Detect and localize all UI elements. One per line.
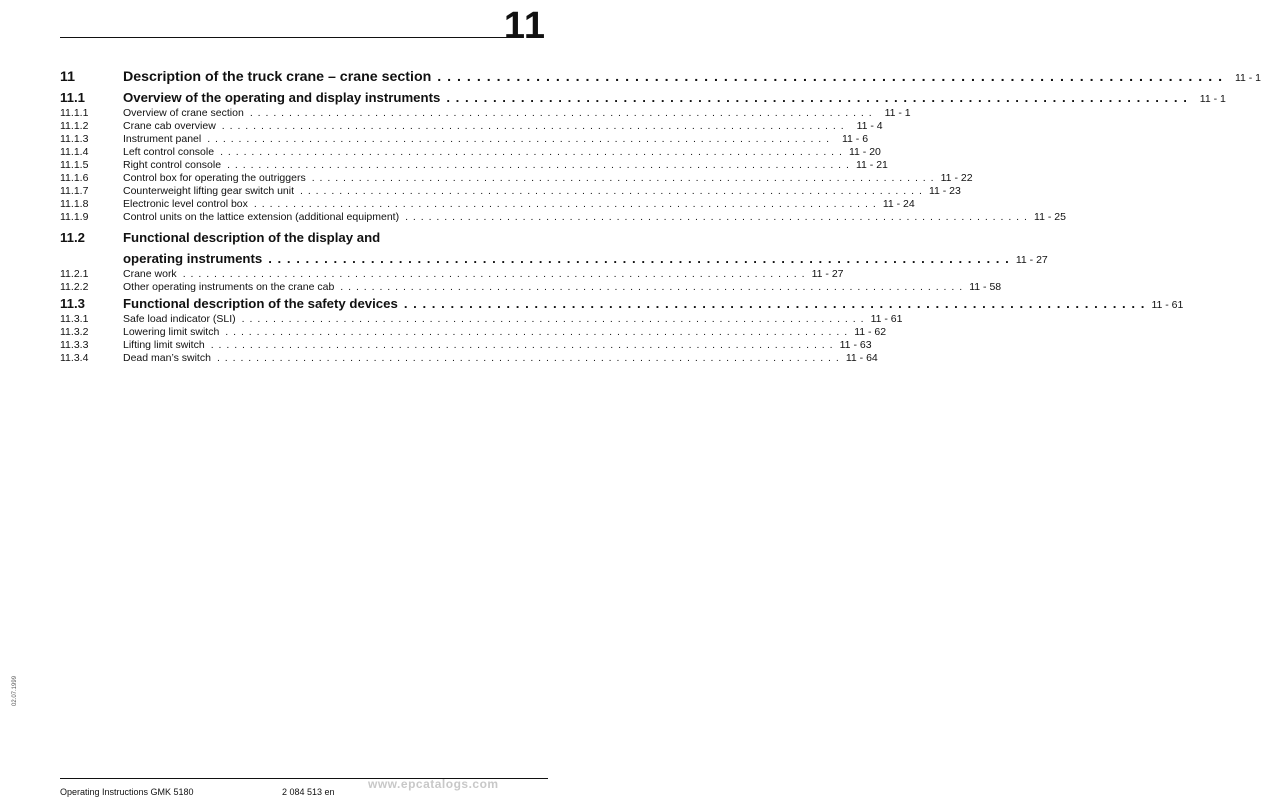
toc-leader-dots: . . . . . . . . . . . . . . . . . . . . . . . . . . . . . . . . . . . . . . . . . . . . . . . . . . . . . . . . . . . . . . . . . . . . . . . . . . . . . . . .: [253, 198, 877, 210]
toc-subsection-row[interactable]: [60, 133, 869, 146]
footer-document-number: 2 084 513 en: [282, 787, 335, 797]
toc-page: 11 - 58: [969, 281, 1002, 293]
toc-subsection-row[interactable]: [60, 339, 872, 352]
toc-number: 11.3.3: [60, 339, 89, 351]
toc-leader-dots: . . . . . . . . . . . . . . . . . . . . . . . . . . . . . . . . . . . . . . . . . . . . . . . . . . . . . . . . . . . . . . . . . . . . . . . . . . . . . . . .: [405, 211, 1028, 223]
toc-number: 11: [60, 69, 75, 85]
toc-number: 11.3: [60, 296, 85, 311]
toc-title: operating instruments: [123, 251, 263, 266]
toc-subsection-row[interactable]: [60, 198, 915, 211]
toc-page: 11 - 1: [884, 107, 911, 119]
toc-title: Right control console: [123, 159, 222, 171]
toc-page: 11 - 21: [855, 159, 888, 171]
toc-number: 11.1.9: [60, 211, 89, 223]
toc-leader-dots: . . . . . . . . . . . . . . . . . . . . . . . . . . . . . . . . . . . . . . . . . . . . . . . . . . . . . . . . . . . . . . . . . . . . . . . . . . . . . . . .: [437, 69, 1224, 85]
toc-leader-dots: . . . . . . . . . . . . . . . . . . . . . . . . . . . . . . . . . . . . . . . . . . . . . . . . . . . . . . . . . . . . . . . . . . . . . . . . . . . . . . . .: [268, 251, 1010, 266]
toc-chapter-row[interactable]: [60, 69, 1261, 90]
toc-number: 11.3.2: [60, 326, 89, 338]
toc-subsection-row[interactable]: [60, 185, 961, 198]
toc-leader-dots: . . . . . . . . . . . . . . . . . . . . . . . . . . . . . . . . . . . . . . . . . . . . . . . . . . . . . . . . . . . . . . . . . . . . . . . . . . . . . . . .: [446, 90, 1188, 105]
watermark: www.epcatalogs.com: [368, 777, 499, 791]
toc-subsection-row[interactable]: [60, 159, 888, 172]
toc-title: Other operating instruments on the crane cab: [123, 281, 335, 293]
toc-number: 11.1.8: [60, 198, 89, 210]
toc-page: 11 - 63: [839, 339, 872, 351]
toc-number: 11.1.3: [60, 133, 89, 145]
toc-leader-dots: . . . . . . . . . . . . . . . . . . . . . . . . . . . . . . . . . . . . . . . . . . . . . . . . . . . . . . . . . . . . . . . . . . . . . . . . . . . . . . . .: [249, 107, 873, 119]
toc-leader-dots: . . . . . . . . . . . . . . . . . . . . . . . . . . . . . . . . . . . . . . . . . . . . . . . . . . . . . . . . . . . . . . . . . . . . . . . . . . . . . . . .: [225, 326, 849, 338]
toc-page: 11 - 27: [1015, 254, 1048, 266]
toc-leader-dots: . . . . . . . . . . . . . . . . . . . . . . . . . . . . . . . . . . . . . . . . . . . . . . . . . . . . . . . . . . . . . . . . . . . . . . . . . . . . . . . .: [182, 268, 806, 280]
toc-page: 11 - 20: [848, 146, 881, 158]
toc-section-row-continued[interactable]: [60, 251, 1048, 268]
toc-subsection-row[interactable]: [60, 313, 903, 326]
toc-title: Left control console: [123, 146, 215, 158]
toc-title: Electronic level control box: [123, 198, 248, 210]
toc-subsection-row[interactable]: [60, 146, 881, 159]
toc-number: 11.1.4: [60, 146, 89, 158]
toc-title: Lifting limit switch: [123, 339, 205, 351]
toc-section-row[interactable]: [60, 296, 1184, 313]
toc-title: Control units on the lattice extension (additional equipment): [123, 211, 400, 223]
toc-title: Overview of crane section: [123, 107, 244, 119]
toc-leader-dots: . . . . . . . . . . . . . . . . . . . . . . . . . . . . . . . . . . . . . . . . . . . . . . . . . . . . . . . . . . . . . . . . . . . . . . . . . . . . . . . .: [216, 352, 840, 364]
toc-leader-dots: . . . . . . . . . . . . . . . . . . . . . . . . . . . . . . . . . . . . . . . . . . . . . . . . . . . . . . . . . . . . . . . . . . . . . . . . . . . . . . . .: [311, 172, 935, 184]
toc-number: 11.2: [60, 230, 85, 245]
toc-title: Description of the truck crane – crane section: [123, 69, 432, 85]
toc-leader-dots: . . . . . . . . . . . . . . . . . . . . . . . . . . . . . . . . . . . . . . . . . . . . . . . . . . . . . . . . . . . . . . . . . . . . . . . . . . . . . . . .: [227, 159, 850, 171]
toc-page: 11 - 62: [854, 326, 887, 338]
side-date-stamp: 02.07.1999: [12, 675, 18, 706]
toc-page: 11 - 25: [1034, 211, 1066, 223]
toc-page: 11 - 61: [1151, 299, 1184, 311]
toc-title: Lowering limit switch: [123, 326, 220, 338]
toc-title: Dead man’s switch: [123, 352, 211, 364]
toc-leader-dots: . . . . . . . . . . . . . . . . . . . . . . . . . . . . . . . . . . . . . . . . . . . . . . . . . . . . . . . . . . . . . . . . . . . . . . . . . . . . . . . .: [241, 313, 865, 325]
toc-title: Functional description of the safety devices: [123, 296, 398, 311]
toc-leader-dots: . . . . . . . . . . . . . . . . . . . . . . . . . . . . . . . . . . . . . . . . . . . . . . . . . . . . . . . . . . . . . . . . . . . . . . . . . . . . . . . .: [210, 339, 834, 351]
toc-subsection-row[interactable]: [60, 281, 1002, 294]
toc-number: 11.1.7: [60, 185, 89, 197]
toc-subsection-row[interactable]: [60, 172, 973, 185]
chapter-header-rule: [60, 37, 508, 38]
toc-page: 11 - 1: [1234, 72, 1261, 84]
table-of-contents: [60, 69, 1261, 365]
toc-title: Overview of the operating and display instruments: [123, 90, 441, 105]
toc-title: Crane cab overview: [123, 120, 216, 132]
toc-page: 11 - 64: [845, 352, 878, 364]
toc-page: 11 - 27: [811, 268, 844, 280]
toc-number: 11.1.1: [60, 107, 89, 119]
toc-leader-dots: . . . . . . . . . . . . . . . . . . . . . . . . . . . . . . . . . . . . . . . . . . . . . . . . . . . . . . . . . . . . . . . . . . . . . . . . . . . . . . . .: [403, 296, 1146, 311]
footer-document-title: Operating Instructions GMK 5180: [60, 787, 194, 797]
toc-title: Functional description of the display and: [123, 230, 381, 245]
toc-page: 11 - 1: [1199, 93, 1226, 105]
toc-number: 11.3.1: [60, 313, 89, 325]
toc-page: 11 - 24: [882, 198, 915, 210]
chapter-number: 11: [503, 5, 546, 47]
toc-page: 11 - 23: [928, 185, 961, 197]
toc-subsection-row[interactable]: [60, 120, 883, 133]
toc-number: 11.1.2: [60, 120, 89, 132]
toc-page: 11 - 6: [841, 133, 869, 145]
toc-page: 11 - 61: [870, 313, 903, 325]
toc-subsection-row[interactable]: [60, 326, 887, 339]
toc-title: Safe load indicator (SLI): [123, 313, 236, 325]
toc-number: 11.1.5: [60, 159, 89, 171]
toc-number: 11.1.6: [60, 172, 89, 184]
toc-leader-dots: . . . . . . . . . . . . . . . . . . . . . . . . . . . . . . . . . . . . . . . . . . . . . . . . . . . . . . . . . . . . . . . . . . . . . . . . . . . . . . . .: [220, 146, 843, 158]
toc-page: 11 - 4: [856, 120, 883, 132]
toc-number: 11.1: [60, 90, 85, 105]
toc-subsection-row[interactable]: [60, 107, 911, 120]
toc-leader-dots: . . . . . . . . . . . . . . . . . . . . . . . . . . . . . . . . . . . . . . . . . . . . . . . . . . . . . . . . . . . . . . . . . . . . . . . . . . . . . . . .: [300, 185, 923, 197]
toc-number: 11.2.1: [60, 268, 89, 280]
toc-page: 11 - 22: [940, 172, 973, 184]
toc-title: Instrument panel: [123, 133, 202, 145]
toc-subsection-row[interactable]: [60, 268, 844, 281]
toc-leader-dots: . . . . . . . . . . . . . . . . . . . . . . . . . . . . . . . . . . . . . . . . . . . . . . . . . . . . . . . . . . . . . . . . . . . . . . . . . . . . . . . .: [207, 133, 831, 145]
toc-title: Counterweight lifting gear switch unit: [123, 185, 295, 197]
toc-section-row[interactable]: [60, 90, 1226, 107]
toc-subsection-row[interactable]: [60, 352, 878, 365]
toc-title: Control box for operating the outriggers: [123, 172, 306, 184]
toc-title: Crane work: [123, 268, 177, 280]
toc-leader-dots: . . . . . . . . . . . . . . . . . . . . . . . . . . . . . . . . . . . . . . . . . . . . . . . . . . . . . . . . . . . . . . . . . . . . . . . . . . . . . . . .: [221, 120, 845, 132]
toc-leader-dots: . . . . . . . . . . . . . . . . . . . . . . . . . . . . . . . . . . . . . . . . . . . . . . . . . . . . . . . . . . . . . . . . . . . . . . . . . . . . . . . .: [340, 281, 964, 293]
toc-number: 11.3.4: [60, 352, 89, 364]
toc-subsection-row[interactable]: [60, 211, 1066, 224]
toc-number: 11.2.2: [60, 281, 89, 293]
toc-section-row[interactable]: [60, 230, 540, 246]
